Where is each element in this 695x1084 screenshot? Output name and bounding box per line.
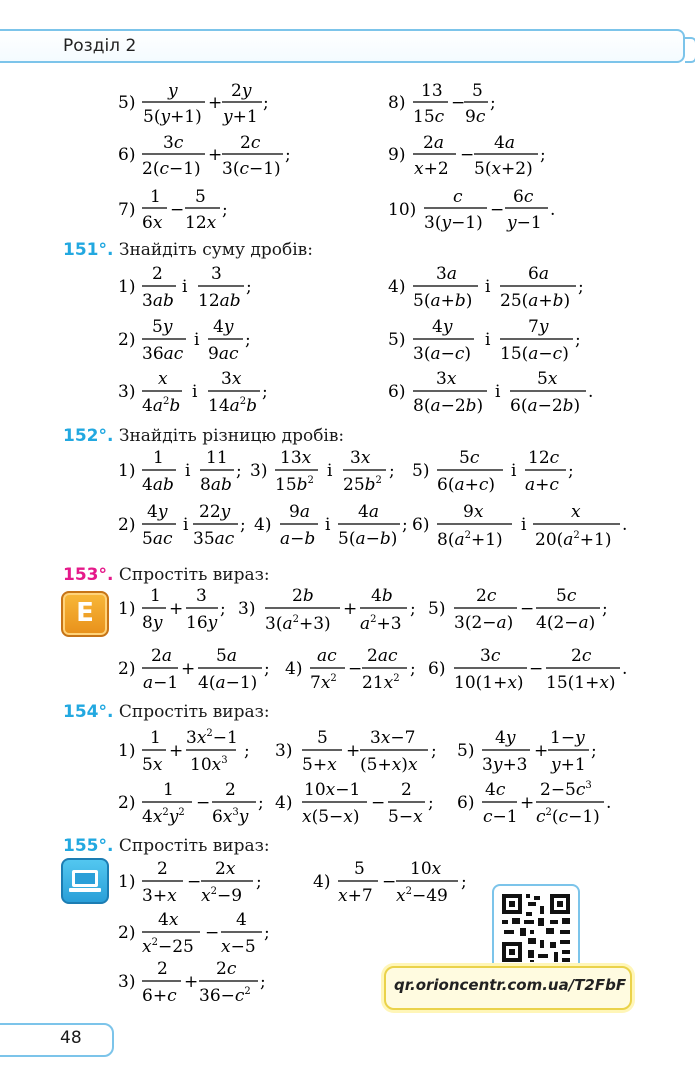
svg-text:2): 2) [118,923,136,943]
exercise-151-items [0,262,695,422]
svg-text:;: ; [222,200,228,220]
svg-text:4y: 4y [147,502,168,522]
svg-text:4): 4) [254,515,272,535]
svg-text:13x: 13x [280,448,312,468]
svg-text:7): 7) [118,200,136,220]
svg-text:3): 3) [118,382,136,402]
svg-text:4: 4 [236,910,247,930]
svg-text:3x: 3x [350,448,371,468]
svg-text:15(1+x): 15(1+x) [546,673,616,693]
svg-text:5): 5) [412,461,430,481]
svg-text:−: − [196,793,211,813]
svg-text:;: ; [244,741,250,761]
svg-text:10(1+x): 10(1+x) [454,673,524,693]
svg-text:5: 5 [195,187,206,207]
svg-text:7x2: $7x^2$ [310,673,337,693]
svg-text:x+2: x+2 [414,159,449,179]
svg-text:2): 2) [118,330,136,350]
svg-text:9x: 9x [463,502,484,522]
svg-text:+: + [208,93,223,113]
svg-text:16y: 16y [186,613,218,633]
svg-text:4(a−1): 4(a−1) [198,673,258,693]
svg-text:−: − [371,793,386,813]
svg-text:5): 5) [118,93,136,113]
svg-text:;: ; [285,145,291,165]
svg-text:2b: 2b [292,586,314,606]
svg-text:.: . [622,515,628,535]
svg-text:і: і [495,382,501,402]
svg-text:4ab: 4ab [142,475,174,495]
svg-text:4c: 4c [485,780,506,800]
url-link[interactable]: qr.orioncentr.com.ua/T2FbF [394,976,627,994]
svg-text:35ac: 35ac [193,529,235,549]
svg-text:6(a−2b): 6(a−2b) [510,396,581,416]
svg-text:6): 6) [412,515,430,535]
svg-text:1): 1) [118,741,136,761]
svg-text:2c: 2c [216,959,237,979]
svg-text:4): 4) [313,872,331,892]
svg-text:3x: 3x [221,369,242,389]
svg-text:1: 1 [150,728,161,748]
svg-text:3(c−1): 3(c−1) [222,159,281,179]
svg-text:2: 2 [152,264,163,284]
svg-text:5x: 5x [537,369,558,389]
svg-text:5y: 5y [152,317,173,337]
svg-text:36ac: 36ac [142,344,184,364]
svg-text:4y: 4y [432,317,453,337]
svg-text:;: ; [431,741,437,761]
svg-text:4y: 4y [495,728,516,748]
svg-text:2c: 2c [240,133,261,153]
svg-text:1: 1 [163,780,174,800]
svg-text:3a: 3a [436,264,457,284]
svg-text:2a: 2a [423,133,444,153]
svg-text:20(a2+1): $20(a^2+1)$ [535,530,612,550]
svg-text:3: 3 [196,586,207,606]
svg-text:і: і [521,515,527,535]
exercise-153-items [0,582,695,702]
svg-text:6(a+c): 6(a+c) [437,475,496,495]
svg-text:5): 5) [428,599,446,619]
svg-text:−: − [187,872,202,892]
svg-text:+: + [169,741,184,761]
svg-text:3c: 3c [480,646,501,666]
svg-text:3x2−1: $3x^2-1$ [186,728,238,748]
svg-text:15(a−c): 15(a−c) [500,344,569,364]
svg-text:;: ; [591,741,597,761]
svg-text:9c: 9c [465,107,486,127]
svg-text:5−x: 5−x [388,807,423,827]
svg-text:−: − [451,93,466,113]
svg-text:.: . [622,659,628,679]
svg-text:3(y−1): 3(y−1) [424,213,483,233]
svg-text:y−1: y−1 [507,213,542,233]
svg-text:36−c2: $36-c^2$ [199,986,251,1006]
svg-text:;: ; [246,277,252,297]
svg-text:;: ; [410,659,416,679]
svg-text:;: ; [258,793,264,813]
exercise-151-header: 151°. Знайдіть суму дробів: [63,240,313,260]
svg-text:+: + [169,599,184,619]
svg-text:і: і [485,330,491,350]
svg-text:5c: 5c [556,586,577,606]
svg-text:2ac: 2ac [367,646,398,666]
svg-text:21x2: $21x^2$ [362,673,400,693]
svg-text:6): 6) [118,145,136,165]
svg-text:y+1: y+1 [551,755,586,775]
svg-text:5: 5 [354,859,365,879]
svg-text:12ab: 12ab [198,291,241,311]
svg-text:9a: 9a [289,502,310,522]
svg-text:.: . [550,200,556,220]
exercise-152-items [0,446,695,566]
svg-text:c: c [453,187,463,207]
svg-text:8ab: 8ab [200,475,232,495]
svg-text:+: + [346,741,361,761]
svg-text:8y: 8y [142,613,163,633]
svg-text:і: і [194,330,200,350]
svg-text:;: ; [245,330,251,350]
svg-text:і: і [185,461,191,481]
svg-text:1): 1) [118,872,136,892]
svg-text:a2+3: $a^2+3$ [360,614,402,634]
svg-text:;: ; [264,923,270,943]
svg-text:5(a−b): 5(a−b) [338,529,398,549]
svg-text:15c: 15c [413,107,445,127]
exercise-154-header: 154°. Спростіть вираз: [63,702,270,722]
svg-text:2(c−1): 2(c−1) [142,159,201,179]
svg-text:+: + [534,741,549,761]
svg-text:1−y: 1−y [550,728,585,748]
page-number-box [0,1023,114,1057]
svg-text:−: − [348,659,363,679]
svg-text:;: ; [568,461,574,481]
svg-text:5: 5 [317,728,328,748]
svg-text:8): 8) [388,93,406,113]
svg-text:і: і [485,277,491,297]
svg-text:c2(c−1): $c^2(c-1)$ [536,807,600,827]
svg-text:6x3y: $6x^3y$ [212,807,249,827]
svg-text:3y+3: 3y+3 [482,755,528,775]
svg-text:4): 4) [388,277,406,297]
svg-text:3c: 3c [163,133,184,153]
svg-text:2): 2) [118,515,136,535]
svg-text:y+1: y+1 [223,107,258,127]
svg-text:4b: 4b [371,586,393,606]
svg-text:5(x+2): 5(x+2) [474,159,533,179]
svg-text:2: 2 [157,959,168,979]
svg-text:4): 4) [275,793,293,813]
svg-text:2−5c3: $2-5c^3$ [540,780,592,800]
svg-text:+: + [520,793,535,813]
svg-text:c−1: c−1 [483,807,518,827]
svg-text:15b2: $15b^2$ [275,475,314,495]
svg-text:6): 6) [428,659,446,679]
svg-text:12c: 12c [528,448,560,468]
svg-text:22y: 22y [199,502,231,522]
svg-text:;: ; [263,93,269,113]
svg-text:4x: 4x [158,910,179,930]
svg-text:2: 2 [157,859,168,879]
svg-text:2a: 2a [151,646,172,666]
svg-text:;: ; [428,793,434,813]
svg-text:2): 2) [118,659,136,679]
svg-text:−: − [490,200,505,220]
svg-text:2c: 2c [476,586,497,606]
svg-text:+: + [181,659,196,679]
svg-text:4a: 4a [358,502,379,522]
chapter-title: Розділ 2 [63,36,137,56]
svg-text:5): 5) [457,741,475,761]
svg-text:3(2−a): 3(2−a) [454,613,514,633]
exercise-153-header: 153°. Спростіть вираз: [63,565,270,585]
svg-text:4(2−a): 4(2−a) [536,613,596,633]
svg-text:3ab: 3ab [142,291,174,311]
svg-text:9ac: 9ac [208,344,239,364]
svg-text:x: x [158,369,168,389]
svg-text:10): 10) [388,200,417,220]
svg-text:1: 1 [150,586,161,606]
svg-text:8(a2+1): $8(a^2+1)$ [437,530,503,550]
svg-text:1): 1) [118,461,136,481]
svg-text:;: ; [402,515,408,535]
svg-text:3: 3 [211,264,222,284]
svg-text:2): 2) [118,793,136,813]
svg-text:10x−1: 10x−1 [304,780,361,800]
svg-text:a−b: a−b [280,529,316,549]
svg-text:;: ; [490,93,496,113]
svg-text:−: − [170,200,185,220]
svg-text:−: − [460,145,475,165]
svg-text:12x: 12x [185,213,217,233]
svg-text:x2−49: $x^2-49$ [396,886,448,906]
exercise-154-items [0,722,695,842]
svg-text:3): 3) [238,599,256,619]
svg-text:;: ; [602,599,608,619]
svg-text:;: ; [236,461,242,481]
svg-text:9): 9) [388,145,406,165]
svg-text:5a: 5a [216,646,237,666]
svg-text:10x3: $10x^3$ [190,755,228,775]
svg-text:5(y+1): 5(y+1) [143,107,202,127]
svg-text:3): 3) [118,972,136,992]
svg-text:a−1: a−1 [143,673,179,693]
svg-text:1): 1) [118,599,136,619]
svg-text:4x2y2: $4x^2y^2$ [142,807,185,827]
svg-text:−: − [520,599,535,619]
svg-text:5): 5) [388,330,406,350]
exercise-152-header: 152°. Знайдіть різницю дробів: [63,426,345,446]
svg-text:3x−7: 3x−7 [370,728,416,748]
svg-text:.: . [606,793,612,813]
svg-text:10x: 10x [410,859,442,879]
svg-text:14a2b: $14a^2b$ [208,396,258,416]
svg-text:1: 1 [153,448,164,468]
svg-text:і: і [182,277,188,297]
svg-text:5c: 5c [459,448,480,468]
svg-text:і: і [511,461,517,481]
svg-text:x−5: x−5 [221,937,256,957]
svg-text:25b2: $25b^2$ [343,475,382,495]
svg-text:5: 5 [472,81,483,101]
svg-text:−: − [529,659,544,679]
svg-text:4y: 4y [213,317,234,337]
svg-text:6): 6) [457,793,475,813]
svg-text:+: + [184,972,199,992]
svg-text:(5+x)x: (5+x)x [360,755,418,775]
e-badge-icon: E [61,591,109,637]
page-number: 48 [60,1028,82,1048]
svg-text:і: і [327,461,333,481]
svg-text:7y: 7y [528,317,549,337]
svg-text:a+c: a+c [525,475,559,495]
svg-text:3): 3) [275,741,293,761]
svg-text:+: + [343,599,358,619]
svg-text:2y: 2y [231,81,252,101]
svg-text:2c: 2c [571,646,592,666]
svg-text:6a: 6a [528,264,549,284]
svg-text:6+c: 6+c [142,986,177,1006]
svg-text:8(a−2b): 8(a−2b) [413,396,484,416]
svg-text:і: і [325,515,331,535]
svg-text:6): 6) [388,382,406,402]
svg-text:3(a−c): 3(a−c) [413,344,472,364]
svg-text:4): 4) [285,659,303,679]
svg-text:;: ; [410,599,416,619]
svg-text:11: 11 [206,448,228,468]
svg-text:;: ; [220,599,226,619]
svg-text:3x: 3x [436,369,457,389]
svg-text:;: ; [575,330,581,350]
svg-text:;: ; [461,872,467,892]
svg-text:2: 2 [225,780,236,800]
svg-text:25(a+b): 25(a+b) [500,291,571,311]
svg-text:і: і [192,382,198,402]
svg-text:x+7: x+7 [338,886,373,906]
svg-text:x2−9: $x^2-9$ [201,886,243,906]
svg-text:1: 1 [150,187,161,207]
svg-text:і: і [183,515,189,535]
svg-text:;: ; [389,461,395,481]
svg-text:5+x: 5+x [302,755,337,775]
svg-text:;: ; [240,515,246,535]
svg-text:+: + [208,145,223,165]
svg-text:−: − [205,923,220,943]
svg-text:4a2b: $4a^2b$ [142,396,181,416]
svg-text:1): 1) [118,277,136,297]
svg-text:−: − [382,872,397,892]
svg-text:4a: 4a [494,133,515,153]
svg-text:2: 2 [401,780,412,800]
svg-text:5ac: 5ac [142,529,173,549]
svg-text:x2−25: $x^2-25$ [142,937,194,957]
svg-text:;: ; [264,659,270,679]
svg-text:;: ; [256,872,262,892]
svg-text:13: 13 [421,81,443,101]
svg-text:5x: 5x [142,755,163,775]
svg-text:;: ; [540,145,546,165]
svg-text:5(a+b): 5(a+b) [413,291,473,311]
svg-text:6x: 6x [142,213,163,233]
svg-text:x: x [571,502,581,522]
qr-code[interactable] [492,884,580,972]
svg-text:6c: 6c [513,187,534,207]
svg-text:;: ; [262,382,268,402]
svg-text:ac: ac [317,646,337,666]
svg-text:3(a2+3): $3(a^2+3)$ [265,614,331,634]
svg-text:.: . [588,382,594,402]
svg-text:;: ; [260,972,266,992]
svg-text:3+x: 3+x [142,886,177,906]
exercise-155-header: 155°. Спростіть вираз: [63,836,270,856]
svg-text:y: y [168,81,178,101]
svg-text:;: ; [578,277,584,297]
svg-text:3): 3) [250,461,268,481]
svg-text:x(5−x): x(5−x) [302,807,360,827]
svg-text:2x: 2x [215,859,236,879]
